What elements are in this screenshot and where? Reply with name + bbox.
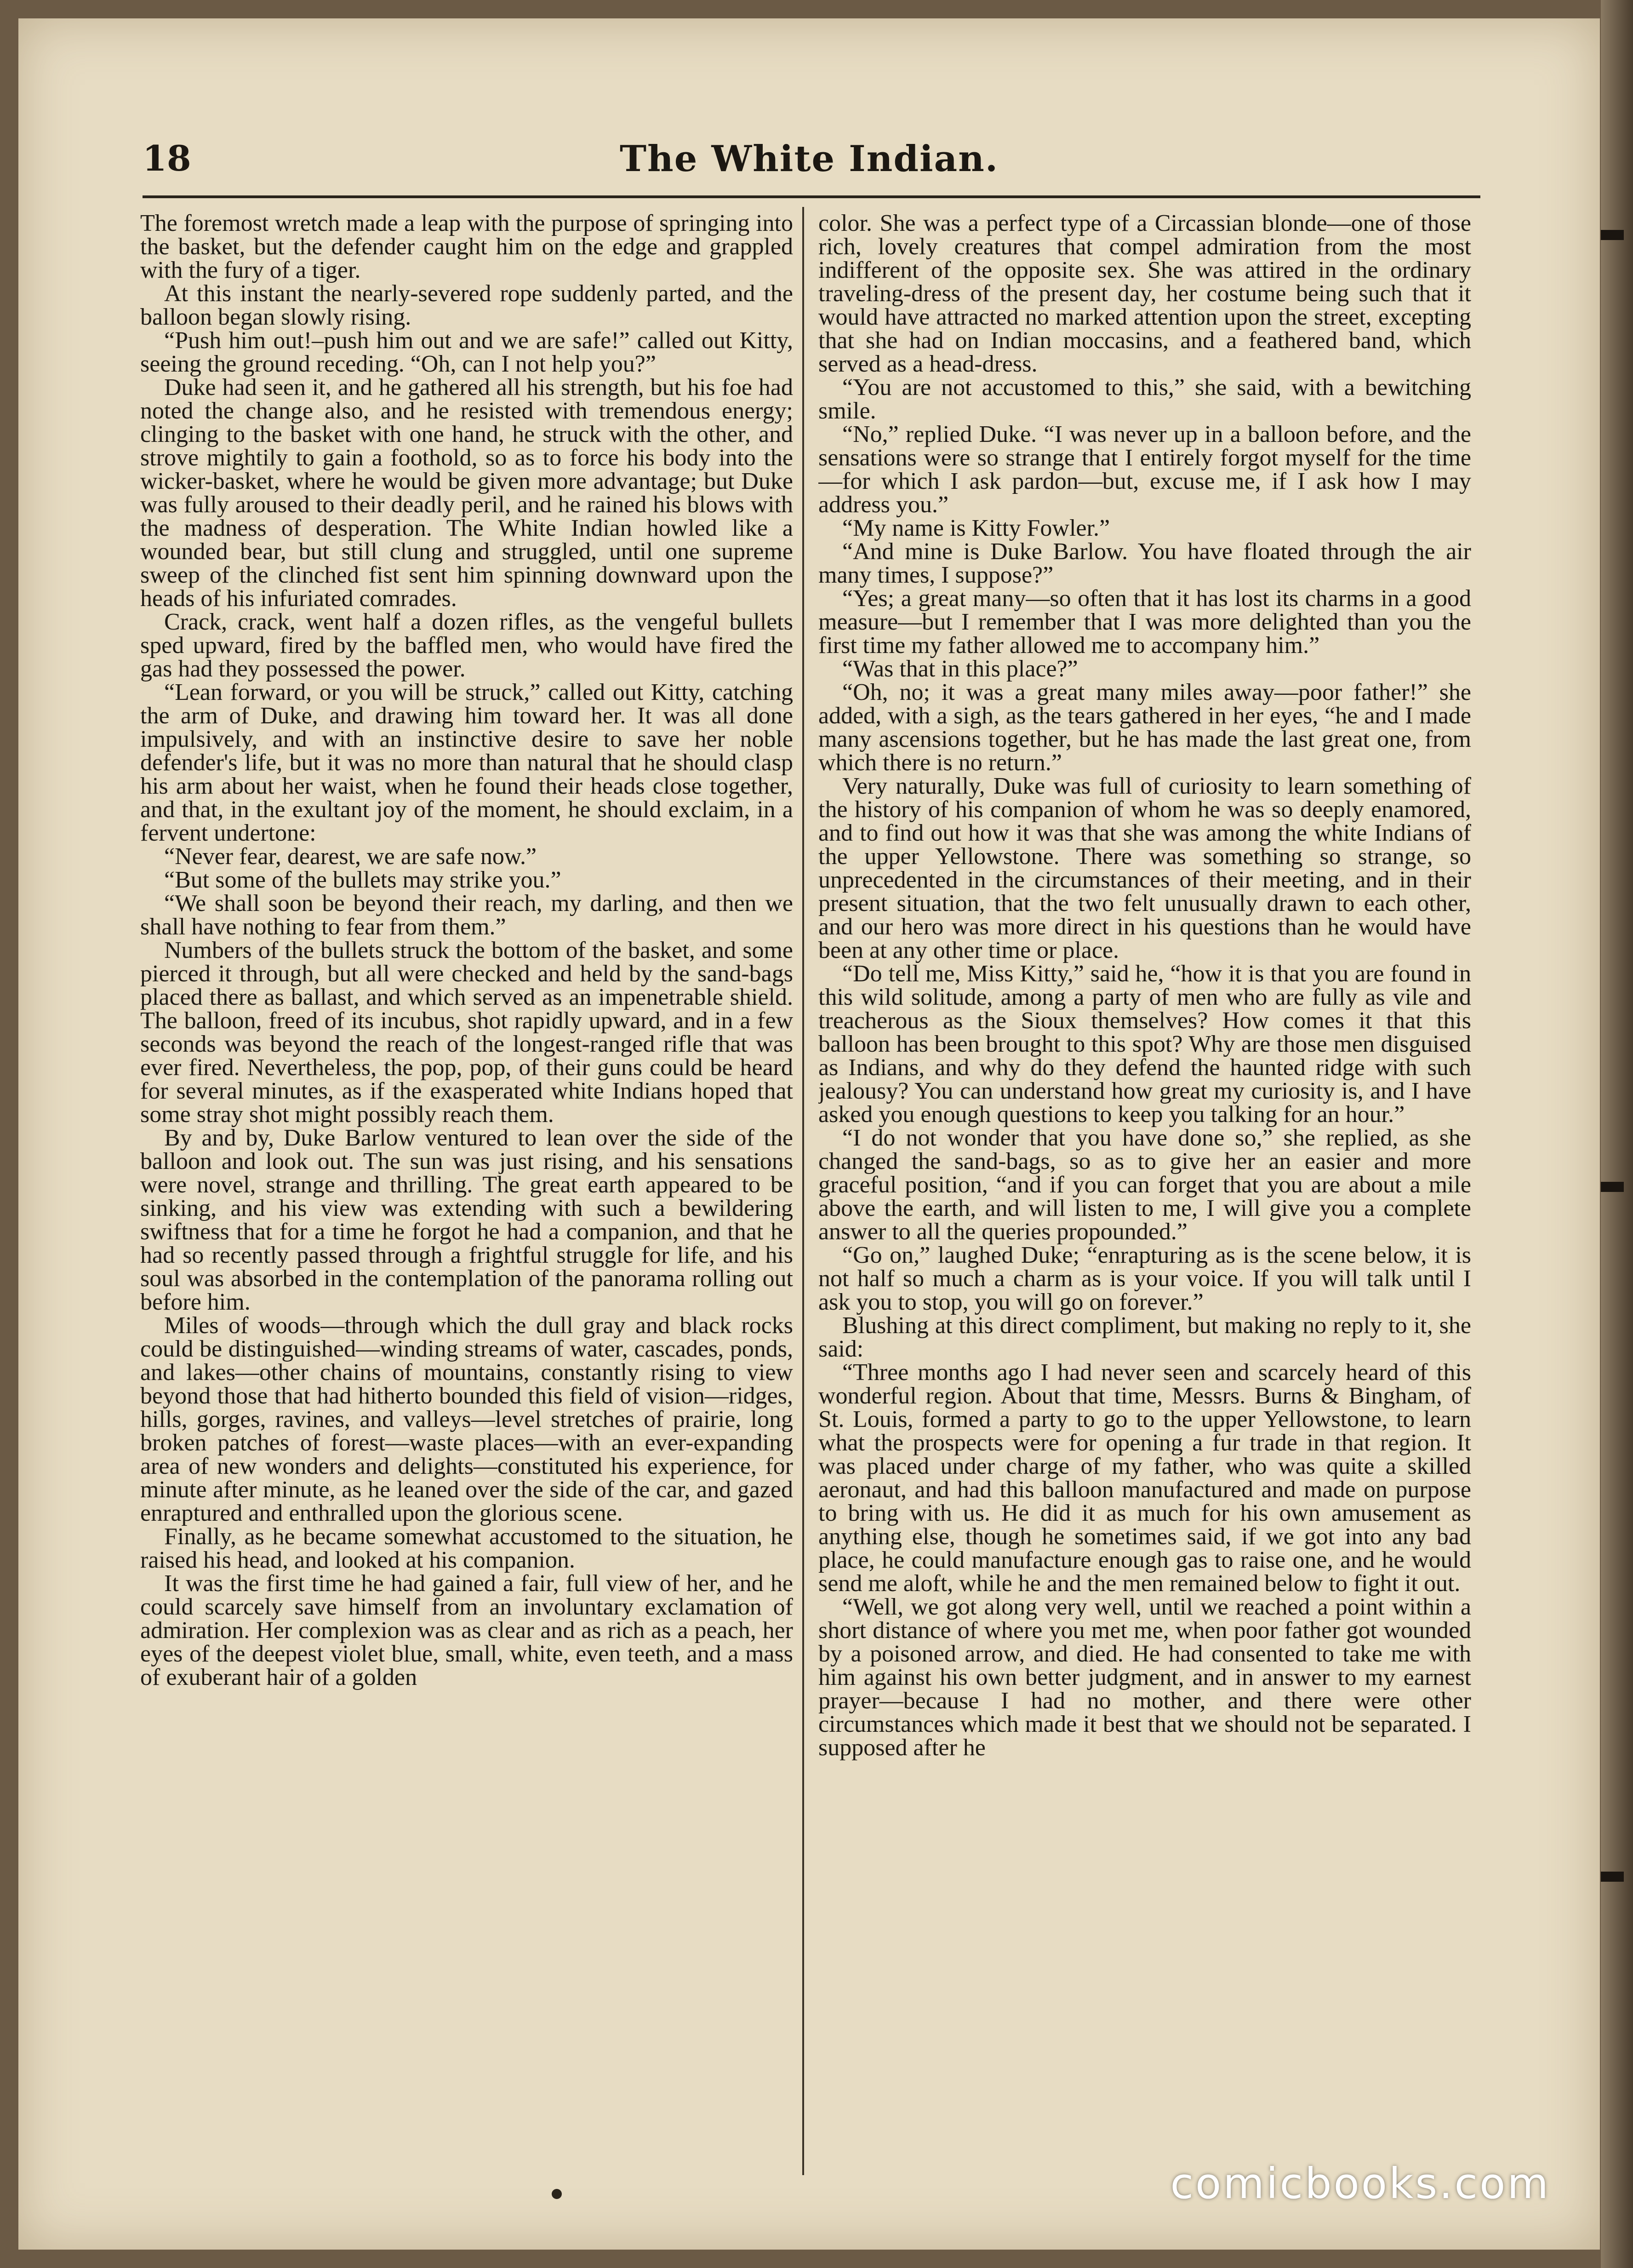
ink-blot [552, 2189, 562, 2199]
page-edge [1601, 0, 1633, 2268]
paragraph: “Lean forward, or you will be struck,” called out Kitty, catching the arm of Duke, and drawing him toward her. It was all done impulsively, and with an instinctive desire to save her noble defender's life, but it was no more than natural that he should clasp his arm about her waist, when he found their heads close together, and that, in the exultant joy of the moment, he should exclaim, in a fervent undertone: [140, 679, 793, 846]
magazine-page [18, 18, 1600, 2250]
right-column [818, 212, 1471, 2161]
paragraph: It was the first time he had gained a fair, full view of her, and he could scarcely save himself from an involuntary exclamation of admiration. Her complexion was as clear and as rich as a peach, her eyes of the deepest violet blue, small, white, even teeth, and a mass of exuberant hair of a golden [140, 1570, 793, 1690]
paragraph: “Go on,” laughed Duke; “enrapturing as is the scene below, it is not half so much a charm as is your voice. If you will talk until I ask you to stop, you will go on forever.” [818, 1242, 1471, 1315]
binding-mark [1601, 1182, 1624, 1192]
paragraph: “I do not wonder that you have done so,” she replied, as she changed the sand-bags, so as to give her an easier and more graceful position, “and if you can forget that you are about a mile above the earth, and will listen to me, I will give you a complete answer to all the queries propounded.” [818, 1125, 1471, 1245]
paragraph: “My name is Kitty Fowler.” [842, 515, 1110, 541]
paragraph: “Three months ago I had never seen and scarcely heard of this wonderful region. About that time, Messrs. Burns & Bingham, of St. Louis, formed a party to go to the upper Yellowstone, to learn what the prospects were for opening a fur trade in that region. It was placed under charge of my father, who was quite a skilled aeronaut, and had this balloon manufactured and made on purpose to bring with us. He did it as much for his own amusement as anything else, though he sometimes said, if we got into any bad place, he could manufacture enough gas to raise one, and he would send me aloft, while he and the men remained below to fight it out. [818, 1359, 1471, 1597]
paragraph: “We shall soon be beyond their reach, my darling, and then we shall have nothing to fear from them.” [140, 890, 793, 940]
paragraph: Duke had seen it, and he gathered all his strength, but his foe had noted the change also, and he resisted with tremendous energy; clinging to the basket with one hand, he struck with the other, and strove mightily to gain a foothold, so as to force his body into the wicker-basket, where he would be given more advantage; but Duke was fully aroused to their deadly peril, and he rained his blows with the madness of desperation. The White Indian howled like a wounded bear, but still clung and struggled, until one supreme sweep of the clinched fist sent him spinning downward upon the heads of his infuriated comrades. [140, 374, 793, 612]
paragraph: “You are not accustomed to this,” she said, with a bewitching smile. [818, 374, 1471, 424]
binding-mark [1601, 230, 1624, 240]
running-title: The White Indian. [619, 138, 999, 180]
paragraph: “Yes; a great many—so often that it has lost its charms in a good measure—but I remember that I was more delighted than you the first time my father allowed me to accompany him.” [818, 585, 1471, 659]
page-number: 18 [143, 138, 191, 179]
binding-mark [1601, 1872, 1624, 1882]
paragraph: Finally, as he became somewhat accustomed to the situation, he raised his head, and looked at his companion. [140, 1523, 793, 1573]
paragraph: “Was that in this place?” [842, 656, 1078, 682]
left-column [140, 212, 793, 2161]
paragraph: “Well, we got along very well, until we reached a point within a short distance of where you met me, when poor father got wounded by a poisoned arrow, and died. He had consented to take me with him against his own better judgment, and in answer to my earnest prayer—because I had no mother, and there were other circumstances which made it best that we should not be separated. I supposed after he [818, 1594, 1471, 1761]
paragraph: The foremost wretch made a leap with the purpose of springing into the basket, but the defender caught him on the edge and grappled with the fury of a tiger. [140, 212, 793, 283]
header-rule [143, 195, 1480, 198]
column-divider [802, 207, 804, 2175]
paragraph: Very naturally, Duke was full of curiosity to learn something of the history of his companion of whom he was so deeply enamored, and to find out how it was that she was among the white Indians of the upper Yellowstone. There was something so strange, so unprecedented in the circumstances of their meeting, and in their present situation, that the two felt unusually drawn to each other, and our hero was more direct in his questions than he would have been at any other time or place. [818, 773, 1471, 963]
paragraph: Numbers of the bullets struck the bottom of the basket, and some pierced it through, but all were checked and held by the sand-bags placed there as ballast, and which served as an impenetrable shield. The balloon, freed of its incubus, shot rapidly upward, and in a few seconds was beyond the reach of the longest-ranged rifle that was ever fired. Nevertheless, the pop, pop, of their guns could be heard for several minutes, as if the exasperated white Indians hoped that some stray shot might possibly reach them. [140, 937, 793, 1128]
paragraph: “Push him out!–push him out and we are safe!” called out Kitty, seeing the ground receding. “Oh, can I not help you?” [140, 327, 793, 377]
paragraph: “But some of the bullets may strike you.” [164, 867, 561, 893]
running-header [18, 120, 1600, 184]
paragraph: “Do tell me, Miss Kitty,” said he, “how it is that you are found in this wild solitude, among a party of men who are fully as vile and treacherous as the Sioux themselves? How comes it that this balloon has been brought to this spot? Why are those men disguised as Indians, and why do they defend the haunted ridge with such jealousy? You can understand how great my curiosity is, and I have asked you enough questions to keep you talking for an hour.” [818, 961, 1471, 1128]
paragraph: By and by, Duke Barlow ventured to lean over the side of the balloon and look out. The sun was just rising, and his sensations were novel, strange and thrilling. The great earth appeared to be sinking, and his view was extending with such a bewildering swiftness that for a time he forgot he had a companion, and that he had so recently passed through a frightful struggle for life, and his soul was absorbed in the contemplation of the panorama rolling out before him. [140, 1125, 793, 1315]
paragraph: “No,” replied Duke. “I was never up in a balloon before, and the sensations were so strange that I entirely forgot myself for the time—for which I ask pardon—but, excuse me, if I ask how I may address you.” [818, 421, 1471, 518]
paragraph: “Oh, no; it was a great many miles away—poor father!” she added, with a sigh, as the tears gathered in her eyes, “he and I made many ascensions together, but he has made the last great one, from which there is no return.” [818, 679, 1471, 776]
paragraph: Blushing at this direct compliment, but making no reply to it, she said: [818, 1312, 1471, 1362]
paragraph: color. She was a perfect type of a Circassian blonde—one of those rich, lovely creatures that compel admiration from the most indifferent of the opposite sex. She was attired in the ordinary traveling-dress of the present day, her costume being such that it would have attracted no marked attention upon the street, excepting that she had on Indian moccasins, and a feathered band, which served as a head-dress. [818, 212, 1471, 377]
paragraph: Miles of woods—through which the dull gray and black rocks could be distinguished—winding streams of water, cascades, ponds, and lakes—other chains of mountains, constantly rising to view beyond those that had hitherto bounded this field of vision—ridges, hills, gorges, ravines, and valleys—level stretches of prairie, long broken patches of forest—waste places—with an ever-expanding area of new wonders and delights—constituted his experience, for minute after minute, as he leaned over the side of the car, and gazed enraptured and enthralled upon the glorious scene. [140, 1312, 793, 1526]
paragraph: Crack, crack, went half a dozen rifles, as the vengeful bullets sped upward, fired by the baffled men, who would have fired the gas had they possessed the power. [140, 609, 793, 682]
paragraph: At this instant the nearly-severed rope suddenly parted, and the balloon began slowly rising. [140, 281, 793, 330]
watermark: comicbooks.com [1170, 2159, 1550, 2208]
paragraph: “And mine is Duke Barlow. You have floated through the air many times, I suppose?” [818, 538, 1471, 588]
paragraph: “Never fear, dearest, we are safe now.” [164, 843, 537, 870]
